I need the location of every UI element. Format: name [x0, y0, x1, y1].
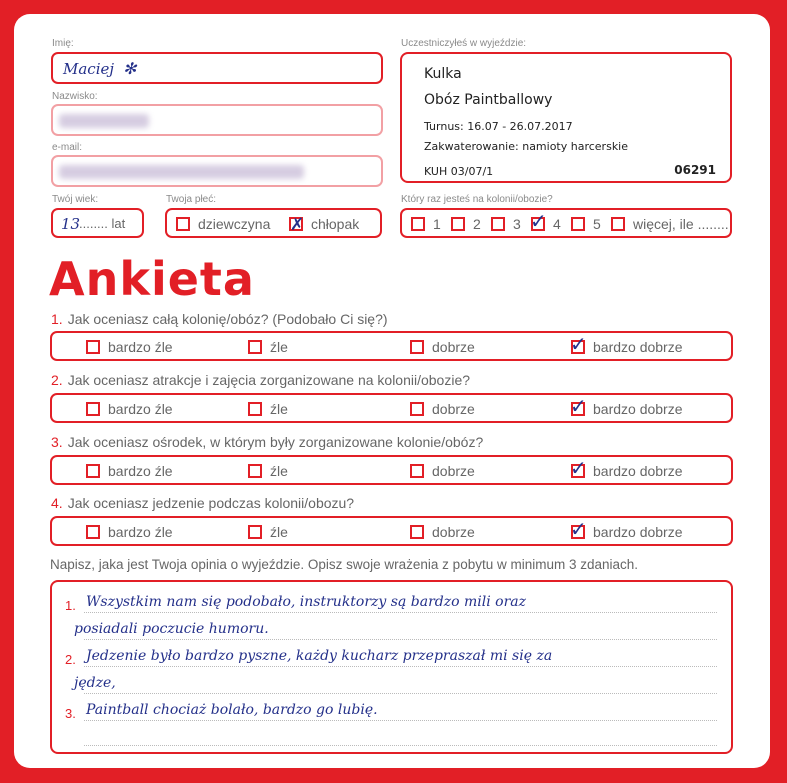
q4-option-very-good[interactable]: ✓ bardzo dobrze [570, 517, 683, 542]
opinion-prompt: Napisz, jaka jest Twoja opinia o wyjeździe. Opisz swoje wrażenia z pobytu w minimum 3 zdaniach. [50, 557, 639, 572]
q2-option-good[interactable]: dobrze [410, 400, 475, 417]
q1-option-very-good[interactable]: ✓ bardzo dobrze [570, 332, 683, 357]
q3-option-good[interactable]: dobrze [410, 462, 475, 479]
question-3 [51, 434, 483, 450]
ticket-code: KUH 03/07/1 [424, 165, 494, 178]
q4-very-good-checkbox[interactable] [570, 517, 587, 542]
times-more-checkbox[interactable] [611, 217, 625, 231]
q2-bad-checkbox[interactable] [248, 402, 262, 416]
check-mark-icon: ✓ [530, 209, 547, 234]
name-label: Imię: [52, 38, 74, 49]
opinion-line-5: Paintball chociaż bolało, bardzo go lubię. [86, 702, 378, 718]
ticket-number: 06291 [674, 163, 716, 177]
q2-very-bad-checkbox[interactable] [86, 402, 100, 416]
age-value: 13 [61, 215, 81, 233]
gender-male-checkbox[interactable] [289, 215, 305, 236]
times-3-checkbox[interactable] [491, 217, 505, 231]
name-value: Maciej [63, 60, 115, 78]
ticket-turnus: Turnus: 16.07 - 26.07.2017 [424, 120, 573, 133]
q4-good-checkbox[interactable] [410, 525, 424, 539]
check-mark-icon: ✓ [570, 456, 587, 481]
times-field [400, 208, 732, 238]
cross-mark-icon: ✗ [290, 215, 305, 236]
q1-very-bad-checkbox[interactable] [86, 340, 100, 354]
opinion-line-1: Wszystkim nam się podobało, instruktorzy są bardzo mili oraz [86, 594, 526, 610]
q1-very-good-checkbox[interactable] [570, 332, 587, 357]
q3-option-very-good[interactable]: ✓ bardzo dobrze [570, 456, 683, 481]
times-option-4[interactable]: ✓ 4 [530, 209, 561, 234]
times-2-checkbox[interactable] [451, 217, 465, 231]
opinion-line-3: Jedzenie było bardzo pyszne, każdy kucharz przepraszał mi się za [86, 648, 553, 664]
times-label: Który raz jesteś na kolonii/obozie? [401, 194, 553, 205]
question-4-number: 4. [51, 495, 63, 511]
question-4 [51, 495, 354, 511]
q2-option-very-bad[interactable]: bardzo źle [86, 400, 173, 417]
q2-option-bad[interactable]: źle [248, 400, 288, 417]
times-option-2[interactable]: 2 [451, 215, 481, 232]
question-2-number: 2. [51, 372, 63, 388]
q1-bad-checkbox[interactable] [248, 340, 262, 354]
ruled-line [84, 612, 717, 613]
opinion-number-2: 2. [65, 652, 76, 667]
q1-option-good[interactable]: dobrze [410, 338, 475, 355]
q2-very-good-checkbox[interactable] [570, 394, 587, 419]
q1-option-bad[interactable]: źle [248, 338, 288, 355]
q1-good-checkbox[interactable] [410, 340, 424, 354]
question-4-answers [50, 516, 733, 546]
opinion-line-2: posiadali poczucie humoru. [74, 621, 269, 637]
participant-label: Uczestniczyłeś w wyjeździe: [401, 38, 527, 49]
ticket-line-2: Obóz Paintballowy [424, 92, 553, 108]
q2-good-checkbox[interactable] [410, 402, 424, 416]
question-2-text: Jak oceniasz atrakcje i zajęcia zorganizowane na kolonii/obozie? [67, 372, 471, 388]
opinion-number-1: 1. [65, 598, 76, 613]
times-4-checkbox[interactable] [530, 209, 547, 234]
check-mark-icon: ✓ [570, 394, 587, 419]
age-field[interactable] [51, 208, 144, 238]
question-3-number: 3. [51, 434, 63, 450]
gender-field [165, 208, 382, 238]
scribble-mark: ✻ [123, 59, 137, 78]
q4-option-very-bad[interactable]: bardzo źle [86, 523, 173, 540]
q3-option-bad[interactable]: źle [248, 462, 288, 479]
check-mark-icon: ✓ [570, 517, 587, 542]
ticket-line-1: Kulka [424, 66, 462, 82]
q3-option-very-bad[interactable]: bardzo źle [86, 462, 173, 479]
ticket-accommodation [424, 140, 628, 153]
surname-field[interactable] [51, 104, 383, 136]
question-1 [51, 311, 388, 327]
times-option-3[interactable]: 3 [491, 215, 521, 232]
question-1-text: Jak oceniasz całą kolonię/obóz? (Podobało Ci się?) [67, 311, 388, 327]
q1-option-very-bad[interactable]: bardzo źle [86, 338, 173, 355]
ruled-line [84, 745, 717, 746]
gender-option-female[interactable]: dziewczyna [176, 215, 270, 232]
q3-very-good-checkbox[interactable] [570, 456, 587, 481]
age-suffix: ........ lat [79, 216, 126, 231]
ticket-accommodation-label: Zakwaterowanie: [424, 140, 519, 153]
trip-ticket [400, 52, 732, 183]
times-5-checkbox[interactable] [571, 217, 585, 231]
question-3-answers [50, 455, 733, 485]
q4-very-bad-checkbox[interactable] [86, 525, 100, 539]
question-1-answers [50, 331, 733, 361]
name-field[interactable] [51, 52, 383, 84]
times-1-checkbox[interactable] [411, 217, 425, 231]
q4-option-bad[interactable]: źle [248, 523, 288, 540]
q2-option-very-good[interactable]: ✓ bardzo dobrze [570, 394, 683, 419]
q3-bad-checkbox[interactable] [248, 464, 262, 478]
ticket-accommodation-value: namioty harcerskie [522, 140, 629, 153]
ruled-line [84, 639, 717, 640]
opinion-box[interactable] [50, 580, 733, 754]
q4-option-good[interactable]: dobrze [410, 523, 475, 540]
question-2-answers [50, 393, 733, 423]
times-option-more[interactable]: więcej, ile ........ [611, 215, 729, 232]
age-label: Twój wiek: [52, 194, 99, 205]
email-field[interactable] [51, 155, 383, 187]
ruled-line [84, 720, 717, 721]
ruled-line [84, 666, 717, 667]
gender-female-checkbox[interactable] [176, 217, 190, 231]
times-option-5[interactable]: 5 [571, 215, 601, 232]
question-1-number: 1. [51, 311, 63, 327]
email-label: e-mail: [52, 142, 83, 153]
opinion-line-4: jędze, [74, 675, 116, 691]
ruled-line [84, 693, 717, 694]
q4-bad-checkbox[interactable] [248, 525, 262, 539]
redacted-surname [59, 114, 149, 128]
survey-title: Ankieta [49, 252, 255, 306]
times-option-1[interactable]: 1 [411, 215, 441, 232]
question-3-text: Jak oceniasz ośrodek, w którym były zorganizowane kolonie/obóz? [67, 434, 484, 450]
q3-good-checkbox[interactable] [410, 464, 424, 478]
surname-label: Nazwisko: [52, 91, 98, 102]
redacted-email [59, 165, 304, 179]
survey-sheet [14, 14, 770, 768]
opinion-number-3: 3. [65, 706, 76, 721]
question-4-text: Jak oceniasz jedzenie podczas kolonii/obozu? [67, 495, 355, 511]
question-2 [51, 372, 470, 388]
gender-label: Twoja płeć: [166, 194, 217, 205]
check-mark-icon: ✓ [570, 332, 587, 357]
q3-very-bad-checkbox[interactable] [86, 464, 100, 478]
gender-option-male[interactable]: ✗ chłopak [290, 215, 360, 236]
